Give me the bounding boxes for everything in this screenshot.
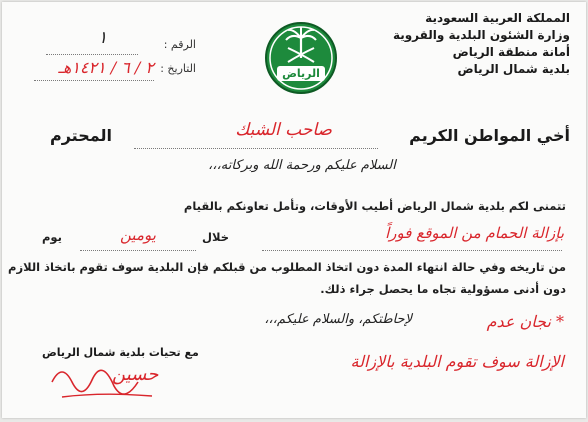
recipient-name: صاحب الشبك (235, 120, 332, 140)
number-value: ١ (98, 28, 108, 48)
body-line-1: تتمنى لكم بلدية شمال الرياض أطيب الأوقات، وتأمل تعاونكم بالقيام (183, 199, 566, 213)
closing-line: لإحاطتكم، والسلام عليكم،،، (264, 312, 412, 327)
day-label: يوم (42, 230, 62, 244)
letterhead (390, 10, 570, 78)
letterhead-line-ministry: وزارة الشئون البلدية والقروية (392, 28, 570, 42)
handwritten-note-1: * نجان عدم (486, 312, 564, 331)
signature-block-label: مع تحيات بلدية شمال الرياض (42, 346, 199, 359)
salutation-prefix: أخي المواطن الكريم (409, 126, 570, 145)
body-line-3: من تاريخه وفي حالة انتهاء المدة دون اتخاذ المطلوب من قبلكم فإن البلدية سوف تقوم باتخاذ اللازم (8, 260, 566, 274)
salutation-suffix: المحترم (50, 126, 112, 145)
letterhead-line-amanah: أمانة منطقة الرياض (452, 45, 570, 59)
greeting: السلام عليكم ورحمة الله وبركاته،،، (208, 158, 396, 173)
signature-scribble-icon (42, 352, 192, 412)
date-label: التاريخ : (160, 62, 196, 75)
days-dots (80, 250, 196, 251)
body-line-2-dots (262, 250, 562, 251)
handwritten-note-2: الإزالة سوف تقوم البلدية بالإزالة (350, 352, 564, 371)
date-line (34, 80, 154, 81)
salutation-line (134, 148, 378, 149)
body-line-4: دون أدنى مسؤولية تجاه ما يحصل جراء ذلك. (320, 282, 566, 296)
during-label: خلال (202, 230, 229, 244)
number-line (46, 54, 138, 55)
logo-emblem-icon (264, 18, 338, 104)
reference-block (16, 28, 196, 88)
logo-text: الرياض (282, 67, 320, 80)
letterhead-line-kingdom: المملكة العربية السعودية (425, 11, 570, 25)
signature: حسين (112, 364, 159, 385)
document-page (2, 2, 586, 418)
letterhead-line-municipality: بلدية شمال الرياض (457, 62, 570, 76)
number-label: الرقم : (163, 38, 196, 51)
handwritten-days: يومين (120, 226, 156, 244)
date-value: ٢ / ٦ / ١٤٢١هـ (58, 58, 154, 77)
handwritten-instruction: بإزالة الحمام من الموقع فوراً (385, 224, 564, 242)
riyadh-logo (264, 18, 338, 104)
